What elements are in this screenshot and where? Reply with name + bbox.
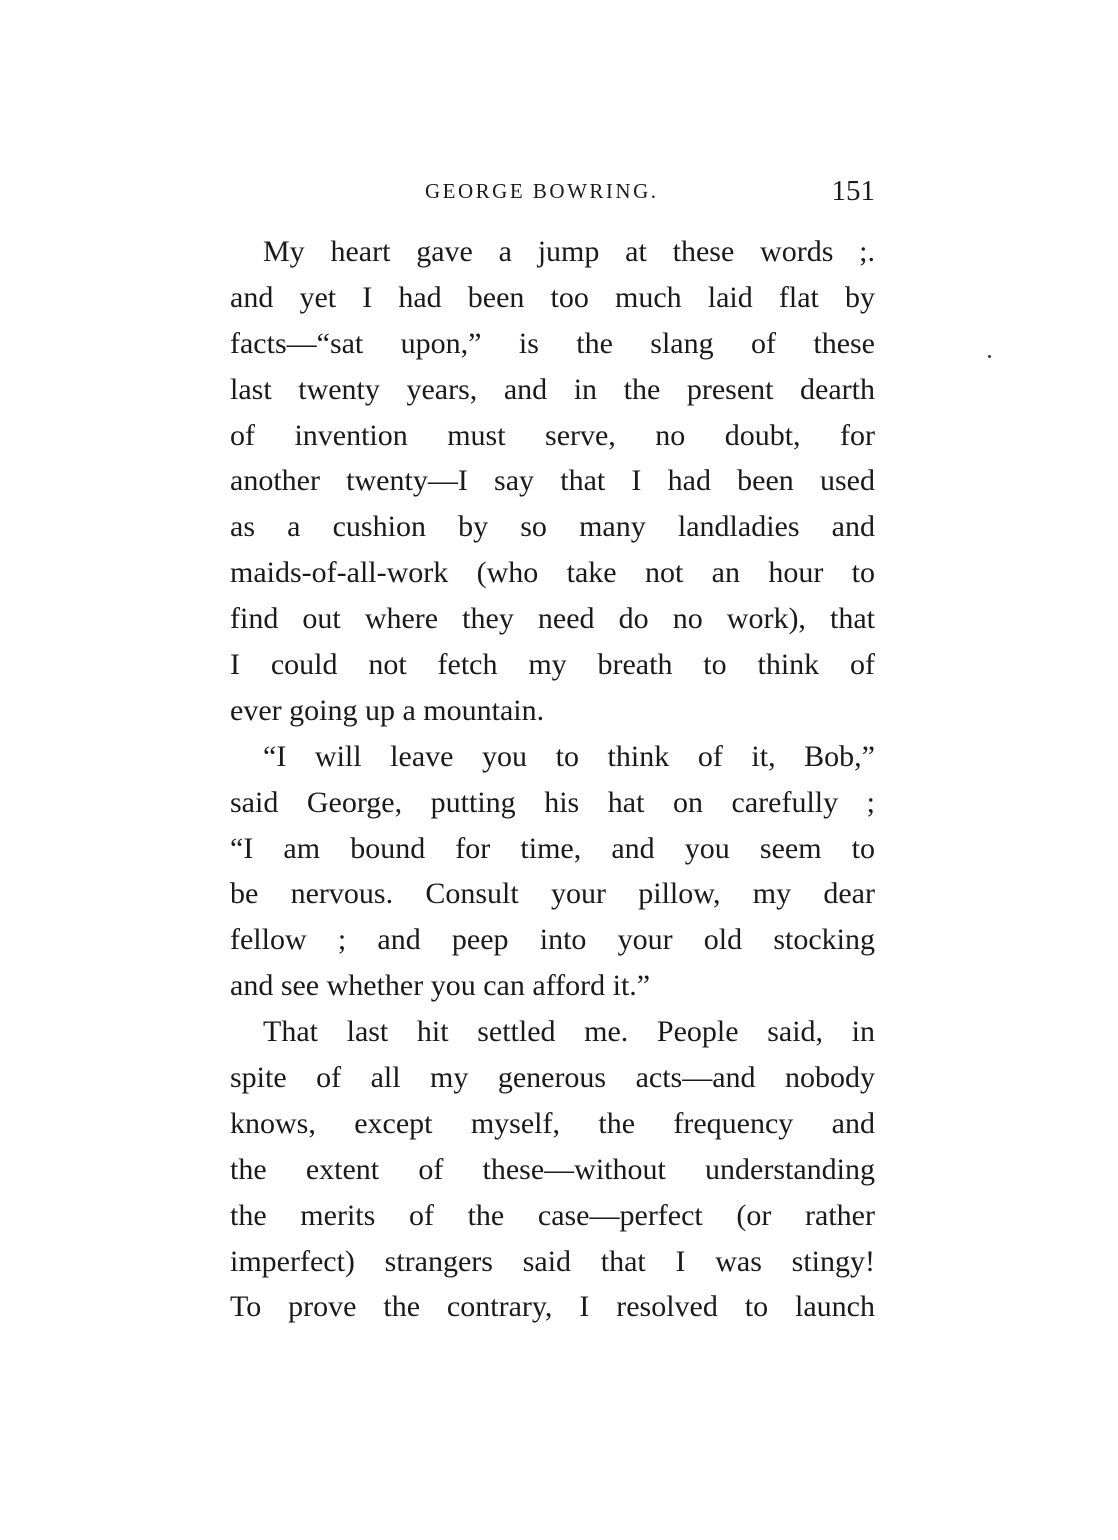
text-line: knows, except myself, the frequency and <box>230 1106 875 1140</box>
text-line: fellow ; and peep into your old stocking <box>230 923 875 957</box>
text-line: My heart gave a jump at these words ;. <box>263 235 875 268</box>
text-line: “I am bound for time, and you seem to <box>230 831 875 865</box>
text-line: imperfect) strangers said that I was stingy! <box>230 1244 875 1278</box>
text-line: as a cushion by so many landladies and <box>230 510 875 544</box>
text-line: and see whether you can afford it.” <box>230 969 651 1003</box>
text-line: be nervous. Consult your pillow, my dear <box>230 877 875 911</box>
body-text <box>230 229 875 1330</box>
text-line: “I will leave you to think of it, Bob,” <box>263 739 875 773</box>
text-line: the extent of these—without understanding <box>230 1152 875 1186</box>
text-line: another twenty—I say that I had been used <box>230 464 875 498</box>
text-line: said George, putting his hat on carefully ; <box>230 785 875 819</box>
text-line: the merits of the case—perfect (or rather <box>230 1198 875 1232</box>
text-line: spite of all my generous acts—and nobody <box>230 1061 875 1095</box>
paper-speck <box>988 355 991 358</box>
running-title: GEORGE BOWRING. <box>425 179 659 203</box>
text-line: facts—“sat upon,” is the slang of these <box>230 326 875 360</box>
text-line: maids-of-all-work (who take not an hour to <box>230 556 875 590</box>
paragraph-2 <box>230 734 875 1009</box>
text-line: of invention must serve, no doubt, for <box>230 418 875 452</box>
paragraph-3 <box>230 1009 875 1330</box>
paragraph-1 <box>230 229 875 734</box>
text-line: That last hit settled me. People said, in <box>263 1015 875 1049</box>
running-head <box>230 176 875 210</box>
text-line: find out where they need do no work), that <box>230 602 875 636</box>
text-line: and yet I had been too much laid flat by <box>230 280 875 314</box>
text-line: To prove the contrary, I resolved to launch <box>230 1290 875 1324</box>
page-number: 151 <box>831 175 875 207</box>
text-line: ever going up a mountain. <box>230 693 545 727</box>
text-line: I could not fetch my breath to think of <box>230 648 875 682</box>
text-line: last twenty years, and in the present dearth <box>230 372 875 406</box>
